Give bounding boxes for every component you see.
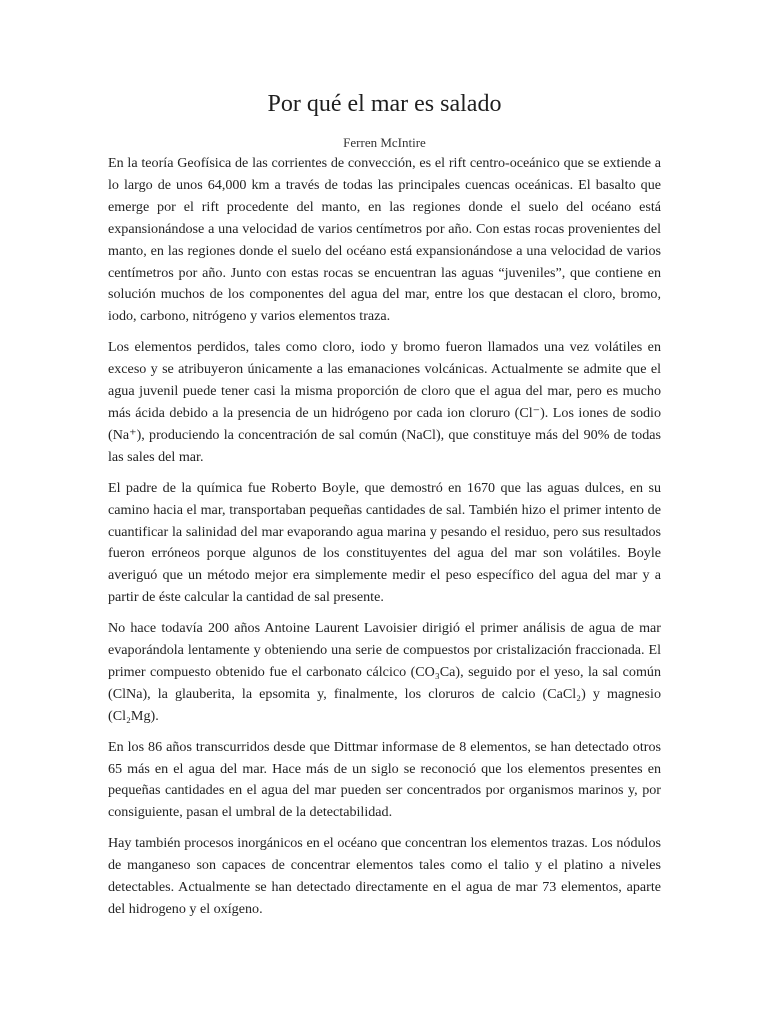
paragraph: En la teoría Geofísica de las corrientes de convección, es el rift centro-oceánico que se extiende a lo largo de unos 64,000 km a través de todas las principales cuencas oceánicas. El basalto que emerge por el rift procedente del manto, en las regiones donde el suelo del océano está expansionándose a una velocidad de varios centímetros por año. Con estas rocas provenientes del manto, en las regiones donde el suelo del océano está expansionándose a una velocidad de varios centímetros por año. Junto con estas rocas se encuentran las aguas “juveniles”, que contiene en solución muchos de los componentes del agua del mar, entre los que destacan el cloro, bromo, iodo, carbono, nitrógeno y varios elementos traza. [108,155,661,325]
page-title: Por qué el mar es salado [267,91,502,117]
document-body [108,153,661,921]
paragraph: En los 86 años transcurridos desde que Dittmar informase de 8 elementos, se han detectado otros 65 más en el agua del mar. Hace más de un siglo se reconoció que los elementos presentes en pequeñas cantidades en el agua del mar pueden ser concentrados por organismos marinos y, por consiguiente, pasan el umbral de la detectabilidad. [108,738,661,821]
paragraph: No hace todavía 200 años Antoine Laurent Lavoisier dirigió el primer análisis de agua de mar evaporándola lentamente y obteniendo una serie de compuestos por cristalización fraccionada. El primer compuesto obtenido fue el carbonato cálcico (CO₃Ca), seguido por el yeso, la sal común (ClNa), la glauberita, la epsomita y, finalmente, los cloruros de calcio (CaCl₂) y magnesio (Cl₂Mg). [108,620,661,724]
paragraph: El padre de la química fue Roberto Boyle, que demostró en 1670 que las aguas dulces, en su camino hacia el mar, transportaban pequeñas cantidades de sal. También hizo el primer intento de cuantificar la salinidad del mar evaporando agua marina y pesando el residuo, pero sus resultados fueron erróneos porque algunos de los constituyentes del agua del mar son volátiles. Boyle averiguó que un método mejor era simplemente medir el peso específico del agua del mar y a partir de éste calcular la cantidad de sal presente. [108,479,661,606]
author-name: Ferren McIntire [343,135,426,150]
paragraph: Hay también procesos inorgánicos en el océano que concentran los elementos trazas. Los nódulos de manganeso son capaces de concentrar elementos tales como el talio y el platino a niveles detectables. Actualmente se han detectado directamente en el agua de mar 73 elementos, aparte del hidrogeno y el oxígeno. [108,835,661,917]
paragraph: Los elementos perdidos, tales como cloro, iodo y bromo fueron llamados una vez volátiles en exceso y se atribuyeron únicamente a las emanaciones volcánicas. Actualmente se admite que el agua juvenil puede tener casi la misma proporción de cloro que el agua del mar, pero es mucho más ácida debido a la presencia de un hidrógeno por cada ion cloruro (Cl⁻). Los iones de sodio (Na⁺), produciendo la concentración de sal común (NaCl), que constituye más del 90% de todas las sales del mar. [108,339,661,465]
